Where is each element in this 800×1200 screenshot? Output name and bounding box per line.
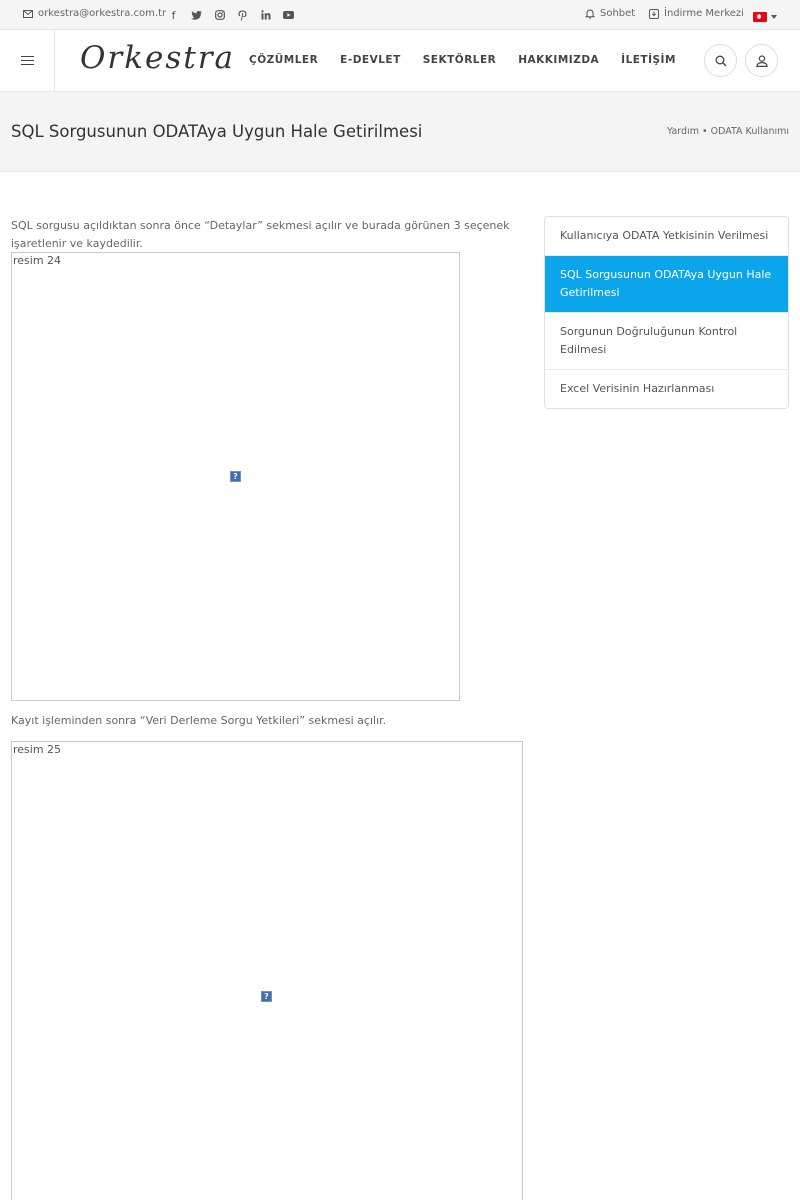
hamburger-icon: [21, 60, 34, 62]
youtube-icon[interactable]: [277, 8, 300, 22]
image-placeholder-25: [11, 741, 523, 1200]
image-alt-text: resim 25: [13, 743, 62, 756]
sidebar-item-query-validation[interactable]: Sorgunun Doğruluğunun Kontrol Edilmesi: [545, 313, 788, 370]
email-link[interactable]: [23, 8, 166, 19]
main-header: [0, 30, 800, 92]
page-title-bar: [0, 92, 800, 172]
instagram-icon[interactable]: [208, 8, 231, 22]
sidebar-item-sql-query[interactable]: SQL Sorgusunun ODATAya Uygun Hale Getirilmesi: [545, 256, 788, 313]
page-title: SQL Sorgusunun ODATAya Uygun Hale Getirilmesi: [11, 122, 423, 141]
sidebar-item-excel-data[interactable]: Excel Verisinin Hazırlanması: [560, 382, 715, 395]
turkey-flag-icon[interactable]: [753, 12, 767, 22]
search-button[interactable]: [704, 44, 737, 77]
email-text: orkestra@orkestra.com.tr: [38, 8, 167, 19]
sidebar-item-odata-permission[interactable]: Kullanıcıya ODATA Yetkisinin Verilmesi: [545, 217, 788, 256]
twitter-icon[interactable]: [185, 8, 208, 22]
paragraph-query-permissions: Kayıt işleminden sonra “Veri Derleme Sorgu Yetkileri” sekmesi açılır.: [11, 714, 387, 727]
paragraph-details-tab: SQL sorgusu açıldıktan sonra önce “Detaylar” sekmesi açılır ve burada görünen 3 seçenek işaretlenir ve kaydedilir.: [11, 219, 510, 250]
pinterest-icon[interactable]: [231, 8, 254, 22]
linkedin-icon[interactable]: [254, 8, 277, 22]
broken-image-icon: ?: [230, 471, 241, 482]
facebook-icon[interactable]: f: [171, 8, 176, 22]
download-icon: [649, 9, 659, 19]
chat-label: Sohbet: [600, 8, 636, 19]
site-logo[interactable]: Orkestra: [80, 40, 236, 76]
envelope-icon: [23, 10, 33, 18]
nav-item-sectors[interactable]: SEKTÖRLER: [422, 54, 497, 66]
breadcrumb[interactable]: Yardım • ODATA Kullanımı: [666, 126, 789, 137]
language-caret-icon[interactable]: [771, 15, 777, 19]
main-nav: [238, 54, 687, 66]
menu-button[interactable]: [0, 30, 55, 91]
download-center-label: İndirme Merkezi: [664, 8, 744, 19]
chat-link[interactable]: [585, 8, 635, 19]
download-center-link[interactable]: [649, 8, 744, 19]
image-alt-text: resim 24: [13, 254, 62, 267]
search-icon: [715, 55, 727, 67]
bell-icon: [585, 9, 595, 19]
user-icon: [756, 55, 768, 67]
nav-item-about[interactable]: HAKKIMIZDA: [518, 54, 600, 66]
broken-image-icon: ?: [261, 991, 272, 1002]
top-bar: [0, 0, 800, 30]
image-placeholder-24: [11, 252, 460, 701]
social-links: [162, 8, 300, 22]
nav-item-contact[interactable]: İLETİŞİM: [621, 54, 676, 66]
nav-item-solutions[interactable]: ÇÖZÜMLER: [249, 54, 319, 66]
help-sidebar: [544, 216, 789, 409]
account-button[interactable]: [745, 44, 778, 77]
nav-item-e-government[interactable]: E-DEVLET: [340, 54, 401, 66]
